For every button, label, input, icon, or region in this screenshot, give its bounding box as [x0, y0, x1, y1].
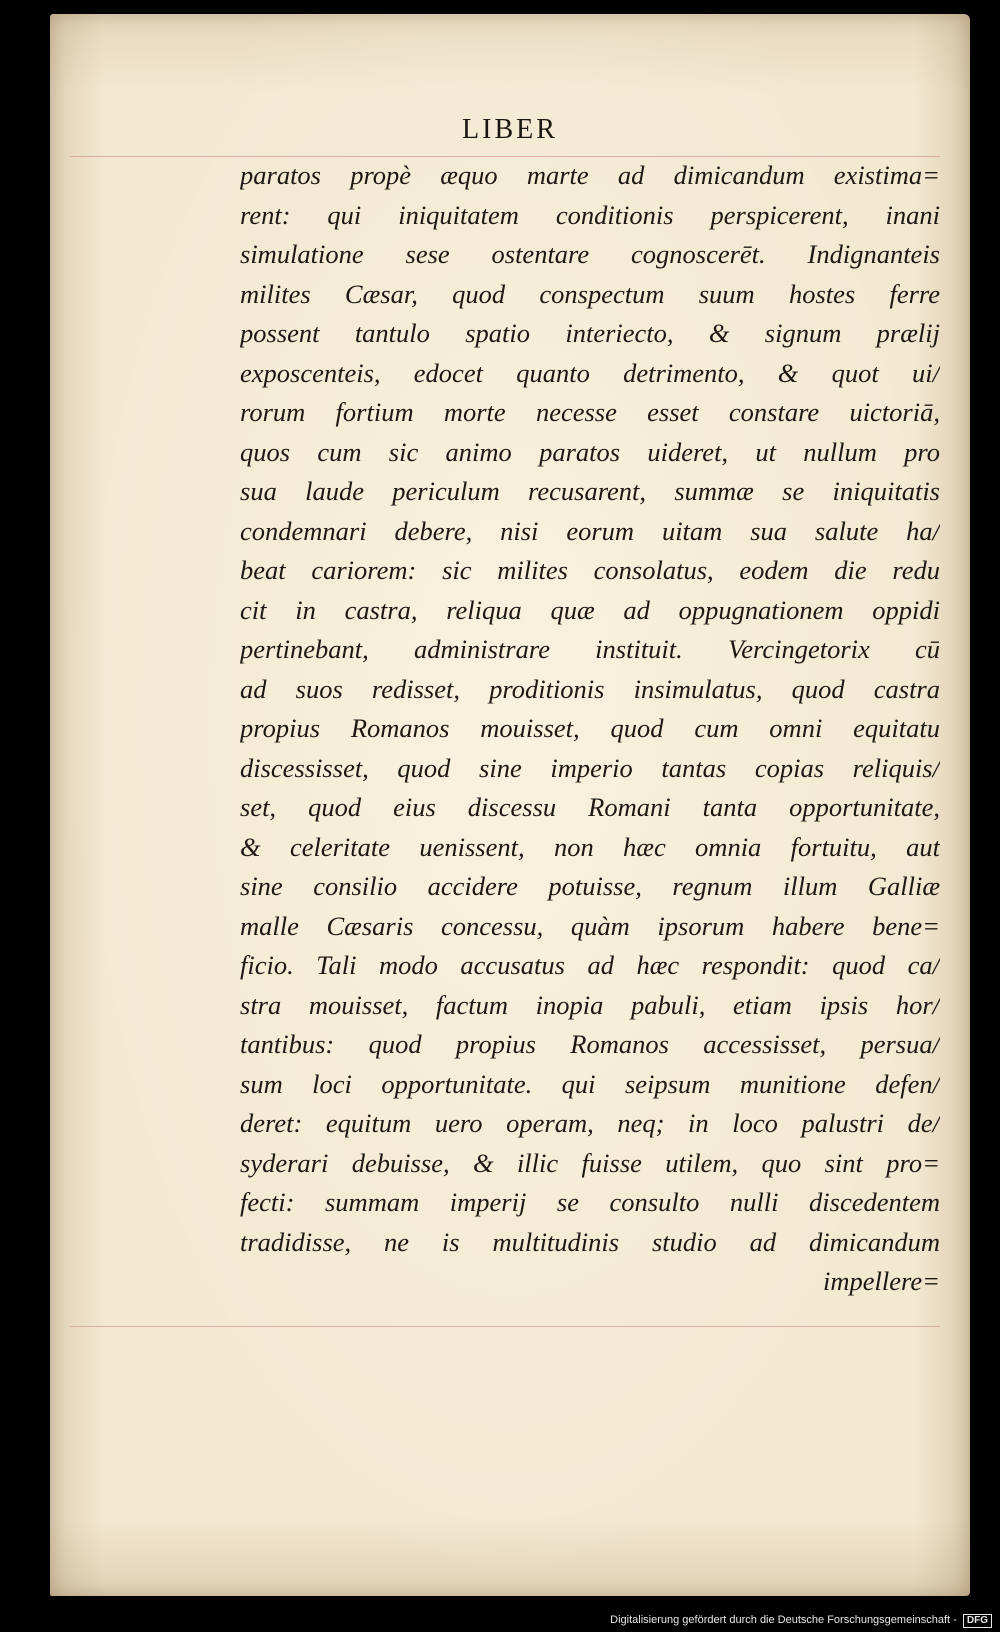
- text-line: sum loci opportunitate. qui seipsum munitione defen/: [240, 1068, 940, 1099]
- text-line: rent: qui iniquitatem conditionis perspicerent, inani: [240, 199, 940, 230]
- digitization-credit: [610, 1614, 992, 1628]
- text-line: deret: equitum uero operam, neq; in loco palustri de/: [240, 1108, 940, 1138]
- text-line: paratos propè æquo marte ad dimicandum existima=: [240, 160, 940, 190]
- text-line: beat cariorem: sic milites consolatus, eodem die redu: [240, 555, 940, 585]
- text-line: & celeritate uenissent, non hæc omnia fortuitu, aut: [240, 831, 940, 862]
- catchword: impellere=: [823, 1266, 940, 1296]
- text-line: discessisset, quod sine imperio tantas copias reliquis/: [240, 752, 940, 783]
- bottom-ruled-line: [70, 1326, 940, 1327]
- text-line: set, quod eius discessu Romani tanta opportunitate,: [240, 792, 940, 822]
- running-head: LIBER: [462, 114, 558, 145]
- text-line: pertinebant, administrare instituit. Vercingetorix cū: [240, 634, 940, 664]
- text-line: tradidisse, ne is multitudinis studio ad dimicandum: [240, 1226, 940, 1257]
- text-line: malle Cæsaris concessu, quàm ipsorum habere bene=: [240, 910, 940, 941]
- text-line: condemnari debere, nisi eorum uitam sua salute ha/: [240, 515, 940, 546]
- text-line: fecti: summam imperij se consulto nulli discedentem: [240, 1187, 940, 1217]
- text-line: syderari debuisse, & illic fuisse utilem, quo sint pro=: [240, 1147, 940, 1178]
- dfg-logo: DFG: [963, 1614, 992, 1628]
- text-line: tantibus: quod propius Romanos accessisset, persua/: [240, 1029, 940, 1059]
- text-line: propius Romanos mouisset, quod cum omni equitatu: [240, 713, 940, 743]
- body-text: [240, 156, 940, 1302]
- text-line: simulatione sese ostentare cognoscerēt. Indignanteis: [240, 239, 940, 269]
- text-line: sua laude periculum recusarent, summæ se iniquitatis: [240, 476, 940, 506]
- text-line: milites Cæsar, quod conspectum suum hostes ferre: [240, 278, 940, 309]
- book-page: [50, 14, 970, 1596]
- text-line: rorum fortium morte necesse esset constare uictoriā,: [240, 397, 940, 427]
- text-line: sine consilio accidere potuisse, regnum illum Galliæ: [240, 871, 940, 901]
- text-line: ad suos redisset, proditionis insimulatus, quod castra: [240, 673, 940, 704]
- credit-text: Digitalisierung gefördert durch die Deutsche Forschungsgemeinschaft -: [610, 1614, 957, 1626]
- text-line: cit in castra, reliqua quæ ad oppugnationem oppidi: [240, 594, 940, 625]
- text-line: exposcenteis, edocet quanto detrimento, & quot ui/: [240, 357, 940, 388]
- text-line: quos cum sic animo paratos uideret, ut nullum pro: [240, 436, 940, 467]
- text-line: possent tantulo spatio interiecto, & signum prælij: [240, 318, 940, 348]
- text-line: ficio. Tali modo accusatus ad hæc respondit: quod ca/: [240, 950, 940, 980]
- text-line: stra mouisset, factum inopia pabuli, etiam ipsis hor/: [240, 989, 940, 1020]
